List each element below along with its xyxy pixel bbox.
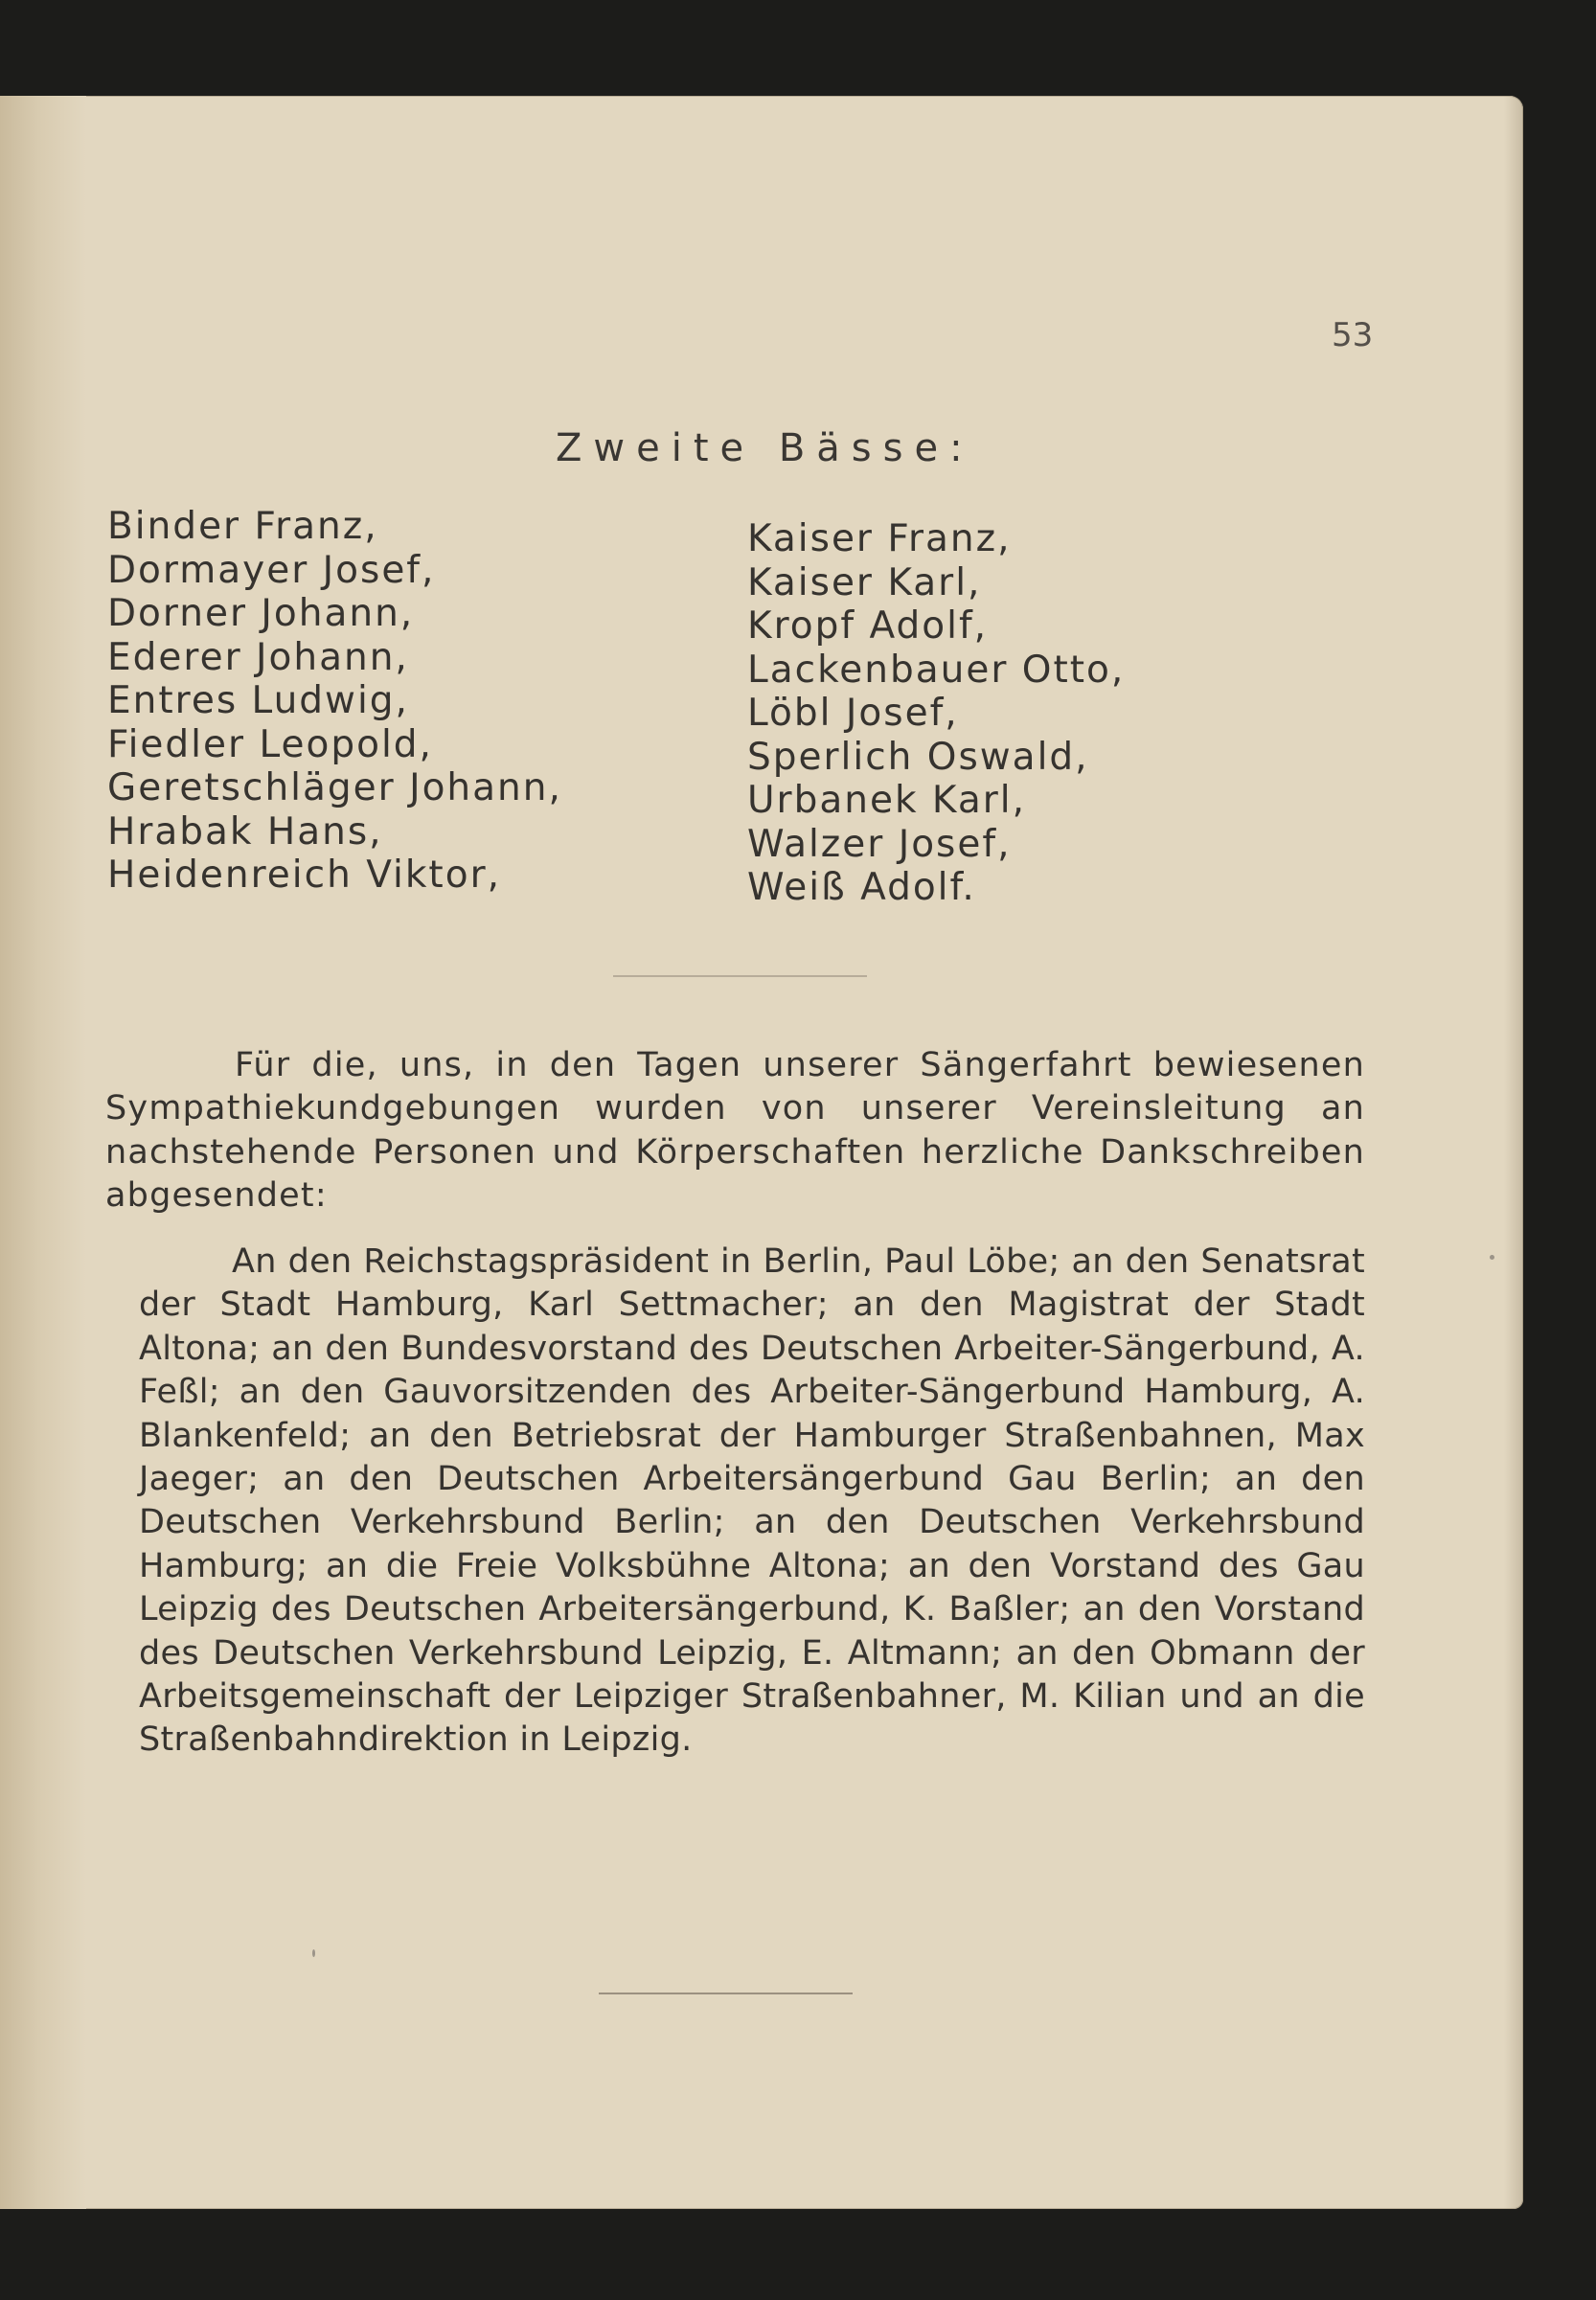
name-entry: Kaiser Franz, — [747, 517, 1012, 560]
paper-speck — [312, 1949, 315, 1957]
name-entry: Kaiser Karl, — [747, 560, 982, 604]
separator-rule — [599, 1993, 853, 1994]
recipients-paragraph: An den Reichstagspräsident in Berlin, Paul Löbe; an den Senatsrat der Stadt Hamburg, Karl Settmacher; an den Magistrat der Stadt Altona; an den Bundesvorstand des Deutschen Arbeiter-Sängerbund, A. Feßl; an den Gauvorsitzenden des Arbeiter-Sängerbund Hamburg, A. Blankenfeld; an den Betriebsrat der Hamburger Straßenbahnen, Max Jaeger; an den Deutschen Arbeitersängerbund Gau Berlin; an den Deutschen Verkehrsbund Berlin; an den Deutschen Verkehrsbund Hamburg; an die Freie Volksbühne Altona; an den Vorstand des Gau Leipzig des Deutschen Arbeitersängerbund, K. Baßler; an den Vorstand des Deutschen Verkehrsbund Leipzig, E. Altmann; an den Obmann der Arbeitsgemeinschaft der Leipziger Straßenbahner, M. Kilian und an die Straßenbahndirektion in Leipzig. — [139, 1242, 1365, 1760]
name-entry: Weiß Adolf. — [747, 866, 976, 909]
name-entry: Löbl Josef, — [747, 692, 959, 735]
name-entry: Hrabak Hans, — [107, 809, 383, 854]
bass-names-right-column — [747, 517, 1125, 910]
name-entry: Sperlich Oswald, — [747, 735, 1089, 779]
section-heading: Zweite Bässe: — [556, 426, 974, 470]
page-edge-shadow — [1504, 96, 1523, 2209]
name-entry: Entres Ludwig, — [107, 679, 409, 722]
name-entry: Ederer Johann, — [107, 635, 409, 679]
name-entry: Binder Franz, — [107, 505, 378, 548]
name-entry: Urbanek Karl, — [747, 779, 1026, 822]
bass-names-left-column — [107, 505, 562, 898]
name-entry: Geretschläger Johann, — [107, 766, 562, 809]
separator-rule — [613, 975, 867, 977]
name-entry: Fiedler Leopold, — [107, 722, 433, 766]
name-entry: Lackenbauer Otto, — [747, 648, 1126, 692]
name-entry: Walzer Josef, — [747, 822, 1012, 866]
paper-speck — [1490, 1255, 1494, 1260]
page-number: 53 — [1332, 316, 1374, 354]
name-entry: Dormayer Josef, — [107, 548, 436, 592]
name-entry: Dorner Johann, — [107, 592, 415, 635]
name-entry: Kropf Adolf, — [747, 604, 989, 648]
page-gutter-shadow — [0, 96, 86, 2209]
thanks-paragraph: Für die, uns, in den Tagen unserer Sängerfahrt bewiesenen Sympathiekundgebungen wurden von unserer Vereinsleitung an nachstehende Personen und Körperschaften herzliche Dankschreiben abgesendet: — [105, 1046, 1365, 1215]
book-page — [0, 96, 1523, 2209]
name-entry: Heidenreich Viktor, — [107, 854, 502, 897]
